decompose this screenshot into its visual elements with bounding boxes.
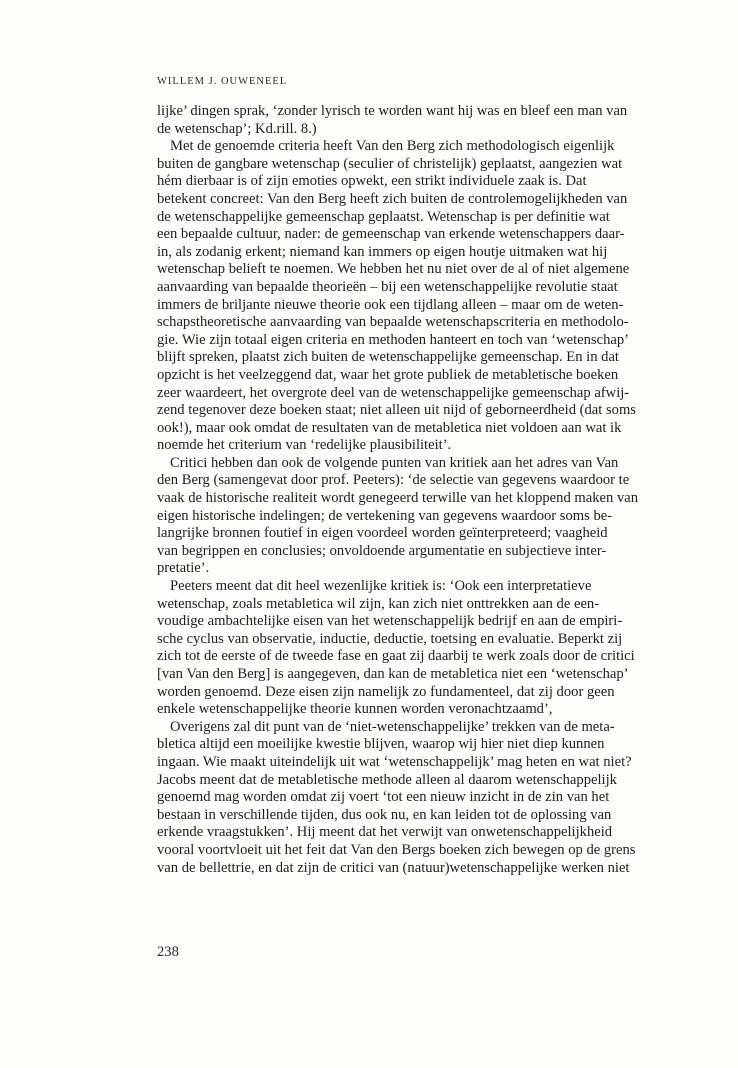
text-line: langrijke bronnen foutief in eigen voordeel worden geïnterpreteerd; vaagheid [157, 525, 608, 542]
text-line: van begrippen en conclusies; onvoldoende argumentatie en subjectieve inter- [157, 542, 607, 559]
text-line: pretatie’. [157, 560, 210, 577]
text-line: den Berg (samengevat door prof. Peeters): ‘de selectie van gegevens waardoor te [157, 472, 630, 489]
text-line: bletica altijd een moeilijke kwestie blijven, waarop wij hier niet diep kunnen [157, 736, 605, 753]
text-line: opzicht is het veelzeggend dat, waar het grote publiek de metabletische boeken [157, 366, 619, 383]
page-number: 238 [157, 944, 179, 960]
text-line: zich tot de eerste of de tweede fase en gaat zij daarbij te werk zoals door de critici [157, 648, 635, 665]
text-line: erkende vraagstukken’. Hij meent dat het verwijt van onwetenschappelijkheid [157, 824, 613, 841]
text-line: noemde het criterium van ‘redelijke plausibiliteit’. [157, 437, 452, 454]
paragraph [157, 454, 639, 578]
text-line: ook!), maar ook omdat de resultaten van de metabletica niet voldoen aan wat ik [157, 419, 622, 436]
text-line: vaak de historische realiteit wordt genegeerd terwille van het kloppend maken van [157, 490, 639, 507]
text-line: buiten de gangbare wetenschap (seculier of christelijk) geplaatst, aangezien wat [157, 155, 623, 172]
text-line: vooral voortvloeit uit het feit dat Van den Bergs boeken zich bewegen op de grens [157, 841, 636, 858]
text-line: ingaan. Wie maakt uiteindelijk uit wat ‘wetenschappelijk’ mag heten en wat niet? [157, 753, 632, 770]
text-line: lijke’ dingen sprak, ‘zonder lyrisch te worden want hij was en bleef een man van [157, 103, 628, 119]
text-line: zend tegenover deze boeken staat; niet alleen uit nijd of geborneerdheid (dat soms [157, 402, 636, 419]
text-line: wetenschap belieft te noemen. We hebben het nu niet over de al of niet algemene [157, 261, 630, 278]
text-line: worden genoemd. Deze eisen zijn namelijk zo fundamenteel, dat zij door geen [157, 683, 615, 700]
text-line: sche cyclus van observatie, inductie, deductie, toetsing en evaluatie. Beperkt zij [157, 630, 623, 647]
text-line: eigen historische indelingen; de vertekening van gegevens waardoor soms be- [157, 507, 613, 524]
text-line: de wetenschap’; Kd.rill. 8.) [157, 120, 317, 137]
text-line: voudige ambachtelijke eisen van het wetenschappelijk bedrijf en aan de empiri- [157, 613, 623, 630]
paragraph [157, 718, 636, 877]
text-line: genoemd mag worden omdat zij voert ‘tot een nieuw inzicht in de zin van het [157, 789, 610, 806]
text-line: Overigens zal dit punt van de ‘niet-wetenschappelijke’ trekken van de meta- [170, 718, 615, 735]
text-line: Met de genoemde criteria heeft Van den Berg zich methodologisch eigenlijk [170, 138, 615, 155]
text-line: van de bellettrie, en dat zijn de critici van (natuur)wetenschappelijke werken niet [157, 859, 630, 876]
text-line: enkele wetenschappelijke theorie kunnen worden veronachtzaamd’, [157, 701, 553, 718]
text-line: zeer waardeert, het overgrote deel van de wetenschappelijke gemeenschap afwij- [157, 384, 630, 401]
text-line: een bepaalde cultuur, nader: de gemeenschap van erkende wetenschappers daar- [157, 226, 625, 243]
body-text [157, 103, 639, 877]
paragraph [157, 103, 628, 138]
text-line: bestaan in verschillende tijden, dus ook nu, en kan leiden tot de oplossing van [157, 806, 612, 823]
text-line: gie. Wie zijn totaal eigen criteria en methoden hanteert en toch van ‘wetenschap’ [157, 331, 630, 348]
text-line: schapstheoretische aanvaarding van bepaalde wetenschapscriteria en methodolo- [157, 314, 629, 331]
text-line: de wetenschappelijke gemeenschap geplaatst. Wetenschap is per definitie wat [157, 208, 610, 225]
text-line: in, als zodanig erkent; niemand kan immers op eigen houtje uitmaken wat hij [157, 243, 608, 260]
text-line: aanvaarding van bepaalde theorieën – bij een wetenschappelijke revolutie staat [157, 278, 618, 295]
text-line: Critici hebben dan ook de volgende punten van kritiek aan het adres van Van [170, 454, 619, 471]
paragraph [157, 138, 636, 455]
running-head: WILLEM J. OUWENEEL [157, 76, 288, 87]
text-line: betekent concreet: Van den Berg heeft zich buiten de controlemogelijkheden van [157, 190, 628, 207]
text-line: Peeters meent dat dit heel wezenlijke kritiek is: ‘Ook een interpretatieve [170, 578, 592, 595]
text-line: blijft spreken, plaatst zich buiten de wetenschappelijke gemeenschap. En in dat [157, 349, 619, 366]
text-line: immers de briljante nieuwe theorie ook een tijdlang alleen – maar om de weten- [157, 296, 624, 313]
text-line: wetenschap, zoals metabletica wil zijn, kan zich niet onttrekken aan de een- [157, 595, 600, 612]
text-line: [van Van den Berg] is aangegeven, dan kan de metabletica niet een ‘wetenschap’ [157, 666, 629, 682]
text-line: Jacobs meent dat de metabletische methode alleen al daarom wetenschappelijk [157, 771, 617, 788]
paragraph [157, 578, 635, 719]
text-line: hém dierbaar is of zijn emoties opwekt, een strikt individuele zaak is. Dat [157, 173, 587, 190]
